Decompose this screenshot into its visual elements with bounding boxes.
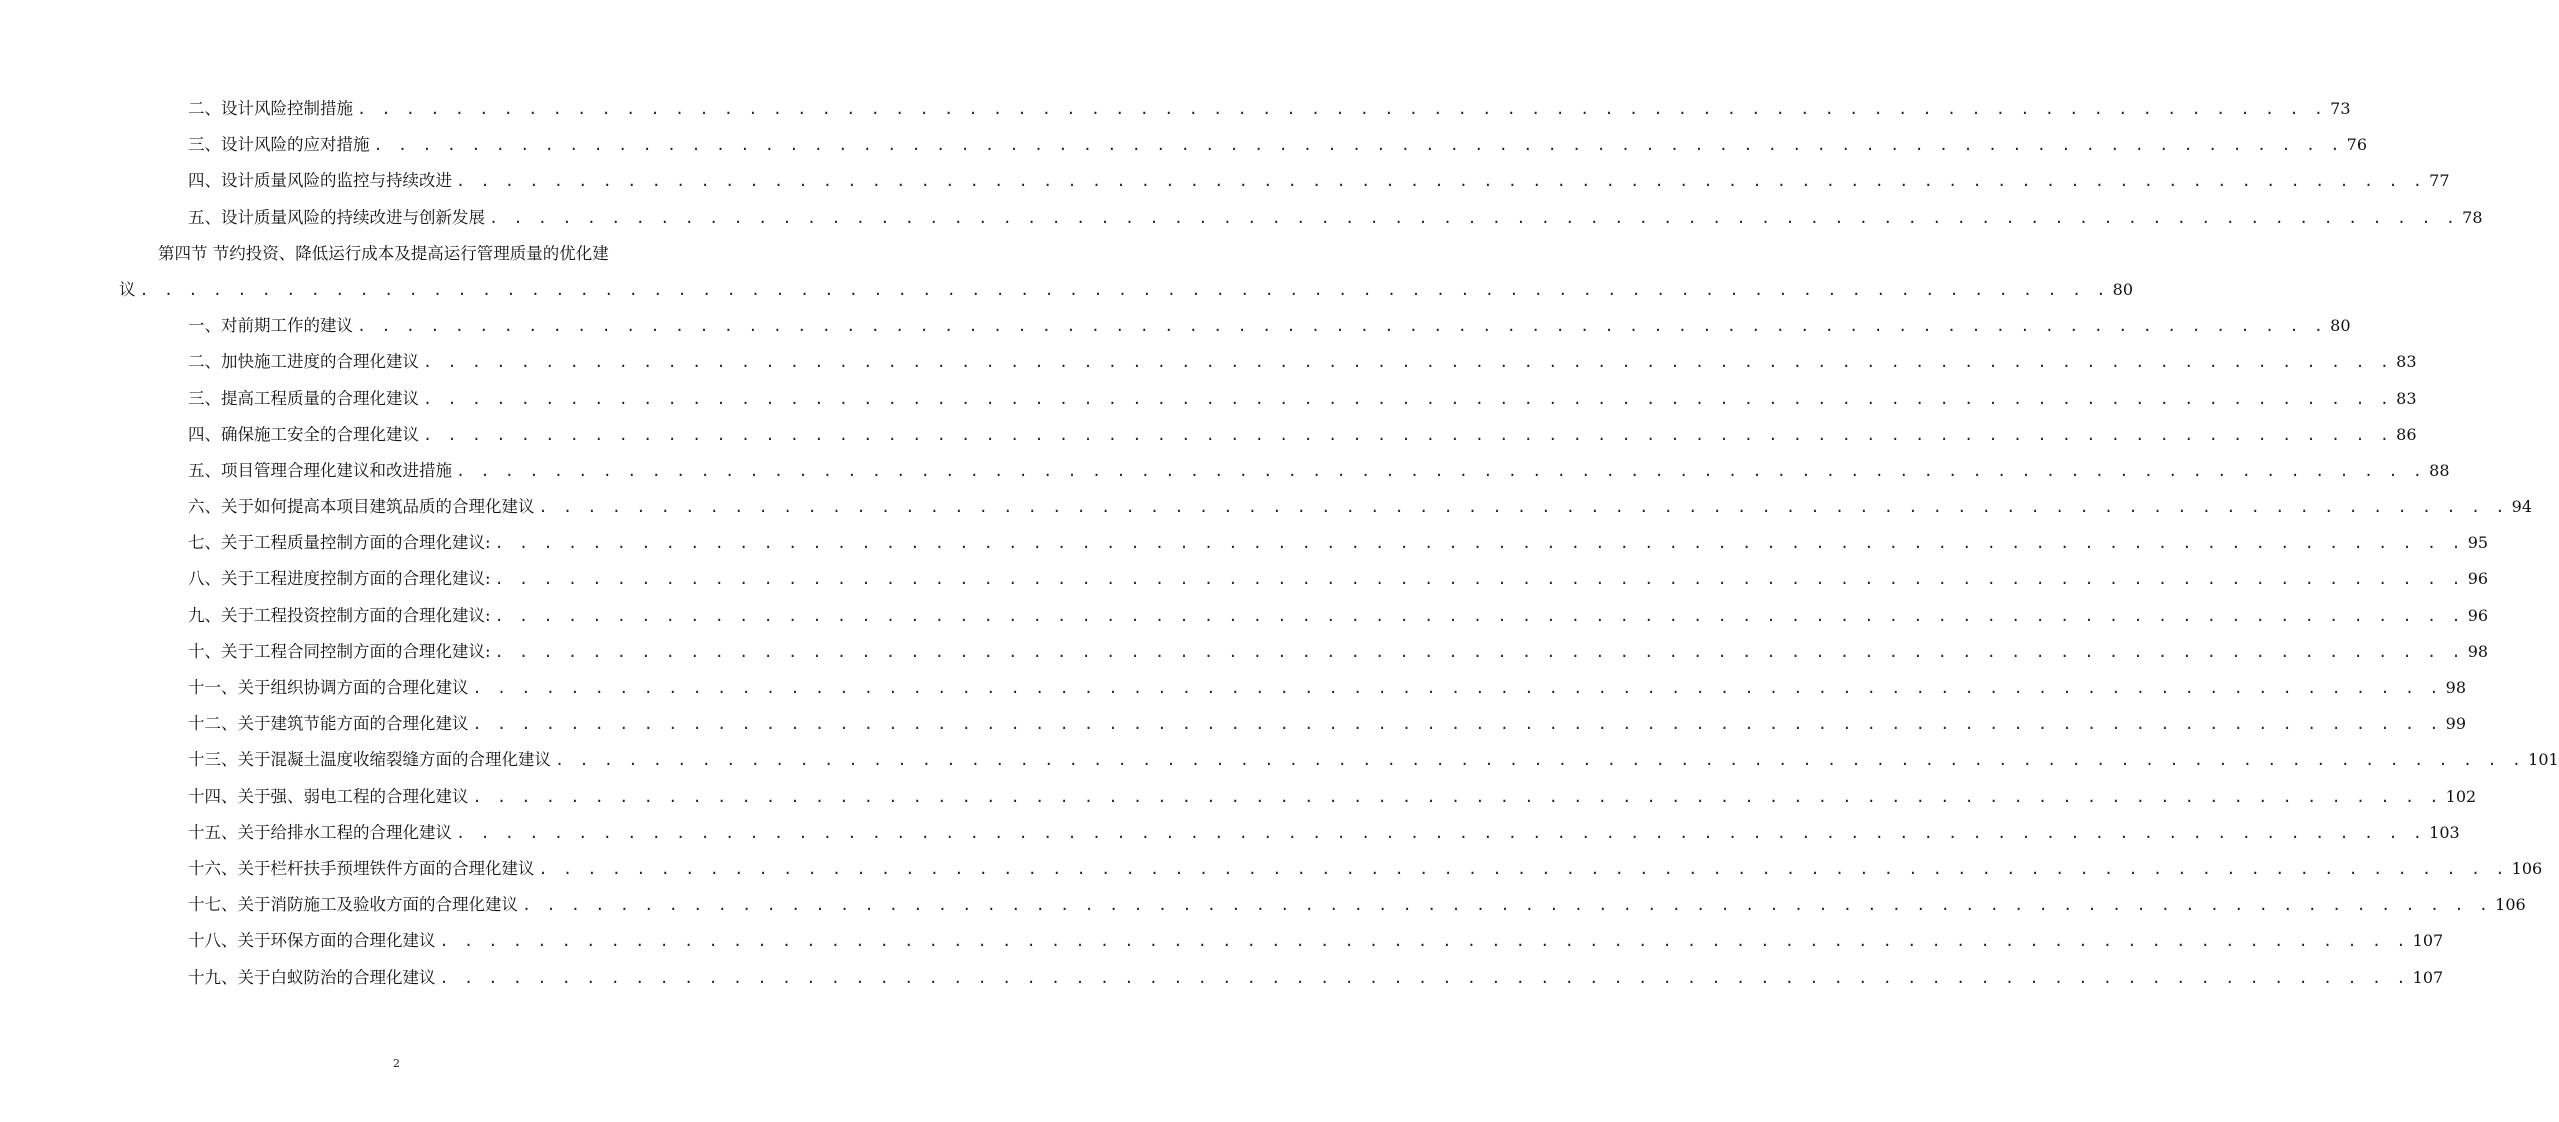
section-title-line1: 第四节 节约投资、降低运行成本及提高运行管理质量的优化建 [158,243,609,263]
toc-entry-page: 86 [2396,424,2417,444]
toc-entry[interactable] [0,525,2489,561]
toc-entry-title: 关于工程投资控制方面的合理化建议: [221,605,491,625]
toc-entry-number: 三、 [188,135,221,155]
toc-entry[interactable] [0,127,2368,163]
toc-entry-line [188,489,2533,525]
toc-entry[interactable] [0,91,2351,127]
toc-entry[interactable] [0,779,2477,815]
toc-entry-title: 关于工程合同控制方面的合理化建议: [221,641,491,661]
toc-entry-number: 二、 [188,99,221,118]
toc-entry-line [188,851,2543,887]
section-title-line2 [119,272,2134,308]
toc-entry[interactable] [0,453,2450,489]
dot-leader: . . . . . . . . . . . . . . . . . . . . . . . . . . . . . . . . . . . . . . . . . . . . . . . . . . . . . . . . . . . . . . . . . . . . . . . . . . . . . . . . . [494,570,2464,589]
toc-entry-line [188,200,2483,236]
dot-leader: . . . . . . . . . . . . . . . . . . . . . . . . . . . . . . . . . . . . . . . . . . . . . . . . . . . . . . . . . . . . . . . . . . . . . . . . . . . . . . . . . [472,787,2442,806]
toc-entry-number: 十八、 [188,931,238,951]
toc-entry-title: 确保施工安全的合理化建议 [221,424,419,444]
dot-leader: . . . . . . . . . . . . . . . . . . . . . . . . . . . . . . . . . . . . . . . . . . . . . . . . . . . . . . . . . . . . . . . . . . . . . . . . . . . . . . . . . [494,534,2464,553]
toc-entry-number: 十四、 [188,786,238,806]
toc-entry-title: 设计风险的应对措施 [221,135,370,155]
toc-entry-title: 关于白蚁防治的合理化建议 [237,967,436,987]
toc-entry-number: 四、 [188,424,221,444]
toc-entry-page: 107 [2412,931,2444,951]
toc-entry-line [188,163,2450,199]
toc-entry-number: 九、 [188,605,221,625]
dot-leader: . . . . . . . . . . . . . . . . . . . . . . . . . . . . . . . . . . . . . . . . . . . . . . . . . . . . . . . . . . . . . . . . . . . . . . . . . . . . . . . . . [522,896,2492,915]
section-page: 80 [2112,279,2134,299]
toc-entry[interactable] [0,706,2467,742]
toc-entry-number: 五、 [188,460,221,480]
dot-leader: . . . . . . . . . . . . . . . . . . . . . . . . . . . . . . . . . . . . . . . . . . . . . . . . . . . . . . . . . . . . . . . . . . . . . . . . . . . . . . . . . [494,606,2464,625]
toc-entry-page: 98 [2445,678,2467,697]
toc-entry-title: 关于工程质量控制方面的合理化建议: [221,533,491,553]
toc-entry[interactable] [0,598,2489,634]
toc-entry-title: 关于给排水工程的合理化建议 [237,822,452,842]
toc-entry-title: 对前期工作的建议 [221,316,353,336]
toc-entry[interactable] [0,923,2444,959]
toc-entry-line [188,308,2351,344]
dot-leader: . . . . . . . . . . . . . . . . . . . . . . . . . . . . . . . . . . . . . . . . . . . . . . . . . . . . . . . . . . . . . . . . . . . . . . . . . . . . . . . . . [456,172,2426,191]
toc-entry-page: 73 [2330,99,2351,118]
toc-entry[interactable] [0,670,2467,706]
toc-entry-number: 十七、 [188,895,238,915]
page-number: 2 [393,1057,400,1070]
toc-entry-line [188,344,2417,380]
toc-entry[interactable] [0,489,2533,525]
toc-entry[interactable] [0,200,2483,236]
toc-entry[interactable] [0,561,2489,597]
toc-entry-line [188,598,2489,634]
toc-entry-number: 八、 [188,569,221,589]
toc-entry-page: 94 [2511,497,2533,517]
toc-entry-title: 关于工程进度控制方面的合理化建议: [221,569,491,589]
toc-entry-title: 关于混凝土温度收缩裂缝方面的合理化建议 [237,750,551,770]
toc-entry[interactable] [0,381,2417,417]
toc-entry-number: 十一、 [188,678,238,697]
toc-entry[interactable] [0,163,2450,199]
toc-entry-number: 十九、 [188,967,238,987]
toc-entry-page: 102 [2445,786,2477,806]
toc-entry-line [188,706,2467,742]
toc-entry-line [188,887,2526,923]
toc-entry-number: 四、 [188,171,221,191]
toc-entry-line [188,670,2467,706]
toc-entry-title: 设计质量风险的监控与持续改进 [221,171,452,191]
toc-entry[interactable] [0,344,2417,380]
toc-entry[interactable] [0,634,2489,670]
dot-leader: . . . . . . . . . . . . . . . . . . . . . . . . . . . . . . . . . . . . . . . . . . . . . . . . . . . . . . . . . . . . . . . . . . . . . . . . . . . . . . . . . [538,498,2508,517]
dot-leader: . . . . . . . . . . . . . . . . . . . . . . . . . . . . . . . . . . . . . . . . . . . . . . . . . . . . . . . . . . . . . . . . . . . . . . . . . . . . . . . . . [494,642,2464,661]
toc-entry-page: 77 [2429,171,2450,191]
toc-entry-line [188,923,2444,959]
toc-entry-line [188,779,2477,815]
toc-entry-title: 关于环保方面的合理化建议 [237,931,436,951]
toc-entry-number: 十三、 [188,750,238,770]
dot-leader: . . . . . . . . . . . . . . . . . . . . . . . . . . . . . . . . . . . . . . . . . . . . . . . . . . . . . . . . . . . . . . . . . . . . . . . . . . . . . . . . . [472,715,2442,734]
dot-leader: . . . . . . . . . . . . . . . . . . . . . . . . . . . . . . . . . . . . . . . . . . . . . . . . . . . . . . . . . . . . . . . . . . . . . . . . . . . . . . . . . [439,968,2409,987]
toc-entry-number: 十、 [188,641,221,661]
toc-entry-line [188,742,2559,778]
toc-entry[interactable] [0,887,2526,923]
toc-entry-line [188,381,2417,417]
toc-entry-number: 一、 [188,316,221,336]
toc-entry-title: 关于建筑节能方面的合理化建议 [237,714,469,734]
toc-entry-page: 83 [2396,388,2417,408]
toc-entry[interactable] [0,851,2543,887]
dot-leader: . . . . . . . . . . . . . . . . . . . . . . . . . . . . . . . . . . . . . . . . . . . . . . . . . . . . . . . . . . . . . . . . . . . . . . . . . . . . . . . . . [439,932,2409,951]
dot-leader: . . . . . . . . . . . . . . . . . . . . . . . . . . . . . . . . . . . . . . . . . . . . . . . . . . . . . . . . . . . . . . . . . . . . . . . . . . . . . . . . . [357,100,2327,118]
toc-entry-line [188,453,2450,489]
toc-entry-title: 设计质量风险的持续改进与创新发展 [221,207,485,227]
toc-entry-title: 关于强、弱电工程的合理化建议 [237,786,469,806]
toc-entry-page: 106 [2495,895,2526,915]
toc-section-heading-continued[interactable] [0,272,2134,308]
toc-entry[interactable] [0,417,2417,453]
toc-entry-line [188,561,2489,597]
toc-entry-page: 107 [2412,967,2444,987]
toc-section-heading[interactable] [0,236,793,272]
toc-entry-title: 项目管理合理化建议和改进措施 [221,460,452,480]
toc-entry-title: 设计风险控制措施 [221,99,353,118]
toc-entry[interactable] [0,815,2460,851]
section-title-tail: 议 [119,279,136,299]
toc-entry-page: 106 [2511,858,2543,878]
dot-leader: . . . . . . . . . . . . . . . . . . . . . . . . . . . . . . . . . . . . . . . . . . . . . . . . . . . . . . . . . . . . . . . . . . . . . . . . . . . . . . . . . [555,751,2525,770]
toc-entry-number: 六、 [188,497,221,517]
toc-entry-title: 关于组织协调方面的合理化建议 [237,678,469,697]
dot-leader: . . . . . . . . . . . . . . . . . . . . . . . . . . . . . . . . . . . . . . . . . . . . . . . . . . . . . . . . . . . . . . . . . . . . . . . . . . . . . . . . . [538,859,2508,878]
table-of-contents [0,91,2559,996]
toc-entry-number: 十六、 [188,858,238,878]
dot-leader: . . . . . . . . . . . . . . . . . . . . . . . . . . . . . . . . . . . . . . . . . . . . . . . . . . . . . . . . . . . . . . . . . . . . . . . . . . . . . . . . . [423,353,2393,372]
toc-entry-page: 101 [2528,750,2559,770]
toc-entry-title: 关于栏杆扶手预埋铁件方面的合理化建议 [237,858,535,878]
dot-leader: . . . . . . . . . . . . . . . . . . . . . . . . . . . . . . . . . . . . . . . . . . . . . . . . . . . . . . . . . . . . . . . . . . . . . . . . . . . . . . . . . [357,317,2327,336]
dot-leader: . . . . . . . . . . . . . . . . . . . . . . . . . . . . . . . . . . . . . . . . . . . . . . . . . . . . . . . . . . . . . . . . . . . . . . . . . . . . . . . . . [456,823,2426,842]
toc-entry-page: 78 [2462,207,2483,227]
toc-entry-line [188,815,2460,851]
toc-entry-line [188,91,2351,127]
toc-entry-page: 88 [2429,460,2450,480]
toc-entry-title: 加快施工进度的合理化建议 [221,352,419,372]
toc-entry-page: 95 [2467,533,2489,553]
toc-entry-line [188,417,2417,453]
toc-entry-number: 十二、 [188,714,238,734]
toc-entry-page: 103 [2429,822,2460,842]
toc-entry-line [188,525,2489,561]
dot-leader: . . . . . . . . . . . . . . . . . . . . . . . . . . . . . . . . . . . . . . . . . . . . . . . . . . . . . . . . . . . . . . . . . . . . . . . . . . . . . . . . . [139,280,2109,299]
toc-entry-title: 关于消防施工及验收方面的合理化建议 [237,895,518,915]
toc-entry-page: 99 [2445,714,2467,734]
toc-entry-number: 三、 [188,388,221,408]
toc-entry-page: 80 [2330,316,2351,336]
toc-entry-number: 五、 [188,207,221,227]
toc-entry[interactable] [0,960,2444,996]
toc-entry-page: 98 [2467,641,2489,661]
toc-entry-number: 七、 [188,533,221,553]
toc-entry-line [188,127,2368,163]
dot-leader: . . . . . . . . . . . . . . . . . . . . . . . . . . . . . . . . . . . . . . . . . . . . . . . . . . . . . . . . . . . . . . . . . . . . . . . . . . . . . . . . . [456,461,2426,480]
toc-entry-line [188,960,2444,996]
toc-entry-number: 二、 [188,352,221,372]
toc-entry-title: 提高工程质量的合理化建议 [221,388,419,408]
toc-entry-number: 十五、 [188,822,238,842]
toc-entry[interactable] [0,742,2559,778]
toc-entry[interactable] [0,308,2351,344]
toc-entry-title: 关于如何提高本项目建筑品质的合理化建议 [221,497,535,517]
toc-entry-page: 96 [2467,605,2489,625]
dot-leader: . . . . . . . . . . . . . . . . . . . . . . . . . . . . . . . . . . . . . . . . . . . . . . . . . . . . . . . . . . . . . . . . . . . . . . . . . . . . . . . . . [489,208,2459,227]
toc-entry-page: 83 [2396,352,2417,372]
dot-leader: . . . . . . . . . . . . . . . . . . . . . . . . . . . . . . . . . . . . . . . . . . . . . . . . . . . . . . . . . . . . . . . . . . . . . . . . . . . . . . . . . [423,389,2393,408]
toc-entry-page: 96 [2467,569,2489,589]
dot-leader: . . . . . . . . . . . . . . . . . . . . . . . . . . . . . . . . . . . . . . . . . . . . . . . . . . . . . . . . . . . . . . . . . . . . . . . . . . . . . . . . . [472,679,2442,697]
toc-entry-page: 76 [2346,135,2368,155]
dot-leader: . . . . . . . . . . . . . . . . . . . . . . . . . . . . . . . . . . . . . . . . . . . . . . . . . . . . . . . . . . . . . . . . . . . . . . . . . . . . . . . . . [373,136,2343,155]
dot-leader: . . . . . . . . . . . . . . . . . . . . . . . . . . . . . . . . . . . . . . . . . . . . . . . . . . . . . . . . . . . . . . . . . . . . . . . . . . . . . . . . . [423,425,2393,444]
toc-entry-line [188,634,2489,670]
